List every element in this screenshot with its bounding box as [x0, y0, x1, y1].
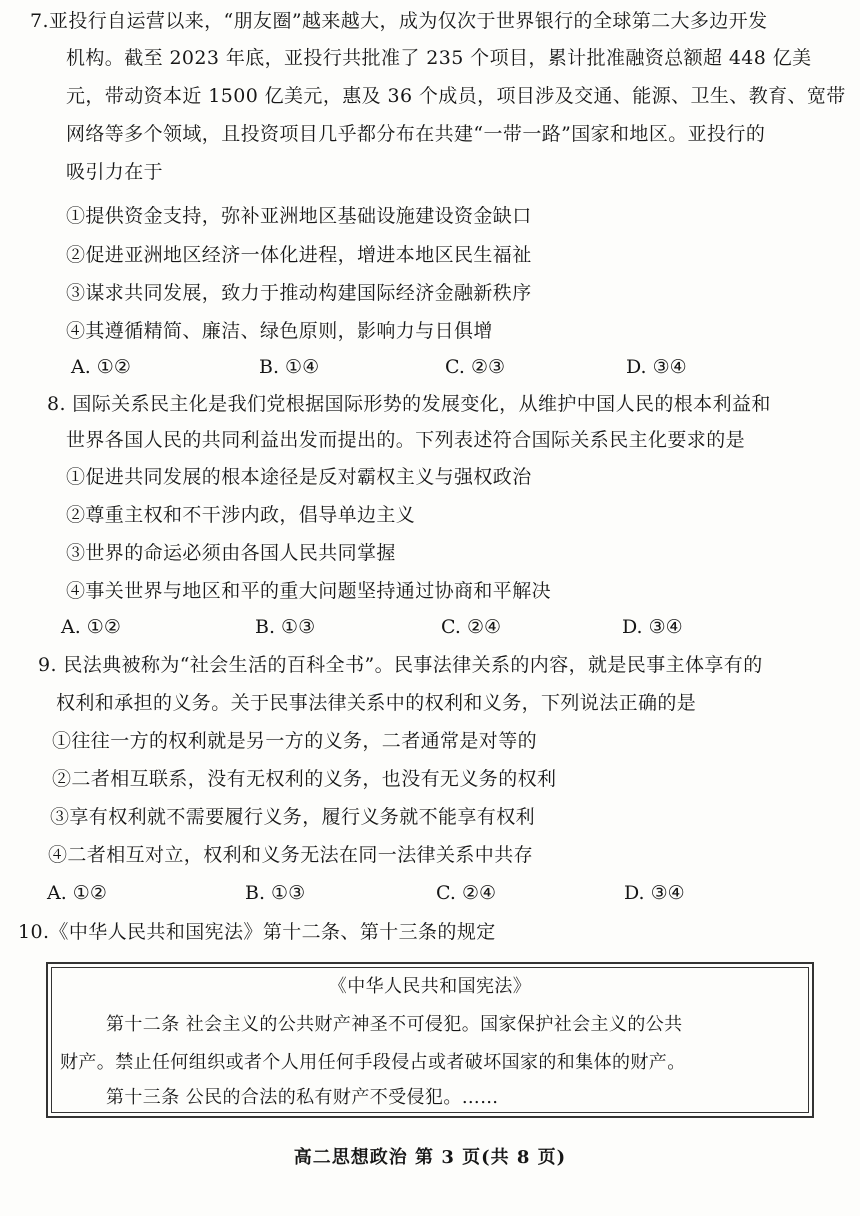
q8-option-4: ④事关世界与地区和平的重大问题坚持通过协商和平解决 [66, 580, 552, 602]
constitution-excerpt-box [46, 962, 814, 1118]
q7-choice-d: D. ③④ [626, 356, 687, 378]
q9-option-3: ③享有权利就不需要履行义务，履行义务就不能享有权利 [50, 806, 536, 828]
excerpt-title: 《中华人民共和国宪法》 [328, 976, 532, 997]
q7-choice-b: B. ①④ [259, 356, 320, 378]
q7-choice-a: A. ①② [71, 356, 131, 378]
excerpt-line-1: 第十二条 社会主义的公共财产神圣不可侵犯。国家保护社会主义的公共 [106, 1014, 683, 1035]
q9-option-2: ②二者相互联系，没有无权利的义务，也没有无义务的权利 [52, 768, 557, 790]
q7-option-1: ①提供资金支持，弥补亚洲地区基础设施建设资金缺口 [66, 205, 532, 227]
q8-option-2: ②尊重主权和不干涉内政，倡导单边主义 [66, 504, 416, 526]
q7-choice-c: C. ②③ [445, 356, 506, 378]
q7-stem-line-2: 机构。截至 2023 年底，亚投行共批准了 235 个项目，累计批准融资总额超 448 亿美 [66, 47, 812, 69]
q8-option-3: ③世界的命运必须由各国人民共同掌握 [66, 542, 396, 564]
q8-choice-c: C. ②④ [441, 616, 502, 638]
q9-option-1: ①往往一方的权利就是另一方的义务，二者通常是对等的 [52, 730, 538, 752]
q9-choice-c: C. ②④ [436, 882, 497, 904]
q8-stem-line-1: 8. 国际关系民主化是我们党根据国际形势的发展变化，从维护中国人民的根本利益和 [47, 393, 771, 415]
q7-stem-line-1: 7.亚投行自运营以来，“朋友圈”越来越大，成为仅次于世界银行的全球第二大多边开发 [30, 10, 768, 32]
q9-choice-b: B. ①③ [245, 882, 306, 904]
q8-choice-a: A. ①② [61, 616, 121, 638]
q7-stem-line-4: 网络等多个领域，且投资项目几乎都分布在共建“一带一路”国家和地区。亚投行的 [66, 123, 766, 145]
q8-stem-line-2: 世界各国人民的共同利益出发而提出的。下列表述符合国际关系民主化要求的是 [66, 429, 746, 451]
q7-stem-line-3: 元，带动资本近 1500 亿美元，惠及 36 个成员，项目涉及交通、能源、卫生、教育、宽带 [66, 85, 846, 107]
q8-option-1: ①促进共同发展的根本途径是反对霸权主义与强权政治 [66, 466, 532, 488]
q7-option-4: ④其遵循精简、廉洁、绿色原则，影响力与日俱增 [66, 320, 493, 342]
q8-choice-d: D. ③④ [622, 616, 683, 638]
excerpt-line-3: 第十三条 公民的合法的私有财产不受侵犯。…… [106, 1087, 499, 1108]
q7-option-2: ②促进亚洲地区经济一体化进程，增进本地区民生福祉 [66, 244, 532, 266]
q9-option-4: ④二者相互对立，权利和义务无法在同一法律关系中共存 [48, 844, 534, 866]
q9-choice-a: A. ①② [47, 882, 107, 904]
q7-option-3: ③谋求共同发展，致力于推动构建国际经济金融新秩序 [66, 282, 532, 304]
q10-stem: 10.《中华人民共和国宪法》第十二条、第十三条的规定 [18, 921, 496, 943]
q7-stem-line-5: 吸引力在于 [66, 161, 164, 183]
q8-choice-b: B. ①③ [255, 616, 316, 638]
q9-stem-line-1: 9. 民法典被称为“社会生活的百科全书”。民事法律关系的内容，就是民事主体享有的 [38, 654, 763, 676]
q9-stem-line-2: 权利和承担的义务。关于民事法律关系中的权利和义务，下列说法正确的是 [56, 692, 697, 714]
excerpt-line-2: 财产。禁止任何组织或者个人用任何手段侵占或者破坏国家的和集体的财产。 [60, 1052, 686, 1073]
q9-choice-d: D. ③④ [624, 882, 685, 904]
page-footer: 高二思想政治 第 3 页(共 8 页) [293, 1147, 567, 1168]
